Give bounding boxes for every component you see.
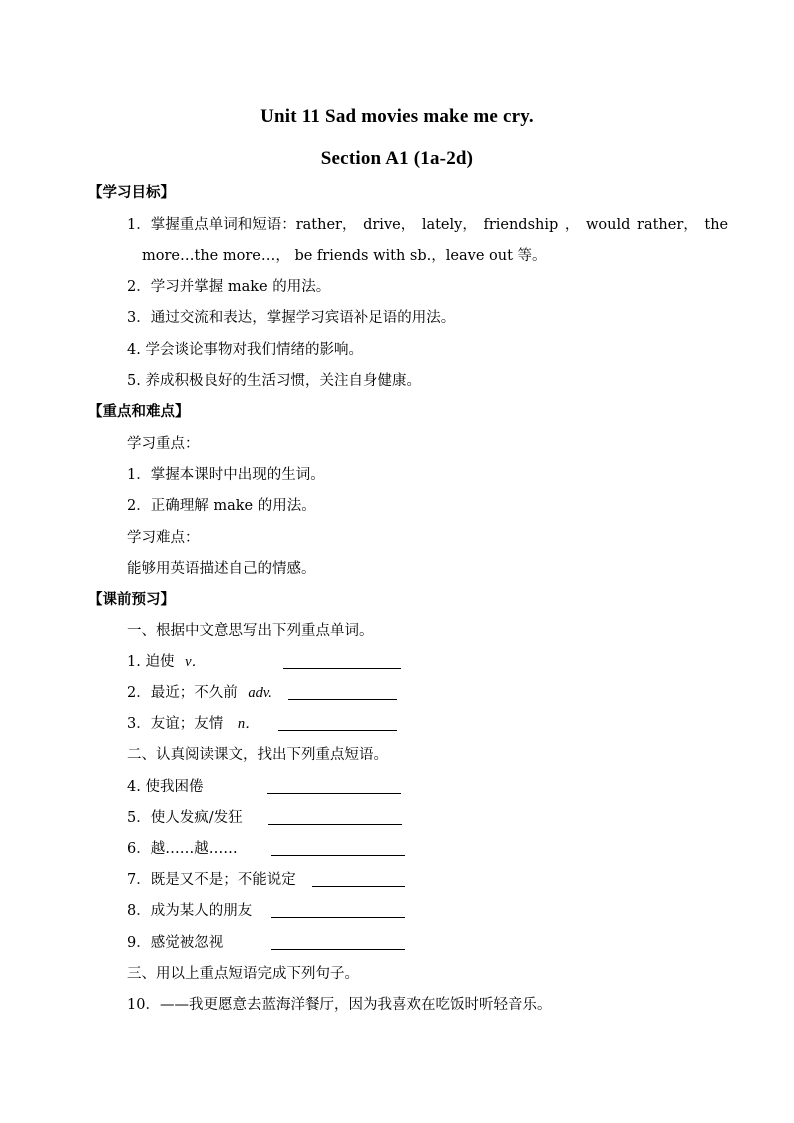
answer-blank-9[interactable]: [271, 935, 405, 950]
goal-5: 5. 养成积极良好的生活习惯，关注自身健康。: [127, 373, 421, 389]
question-1-pos: v．: [185, 654, 206, 670]
focus-2: 2．正确理解 make 的用法。: [127, 498, 316, 514]
question-1: [127, 652, 206, 672]
part-2-instruction: 二、认真阅读课文，找出下列重点短语。: [127, 747, 388, 763]
answer-blank-4[interactable]: [267, 779, 401, 794]
answer-blank-8[interactable]: [271, 903, 405, 918]
question-8: 8．成为某人的朋友: [127, 903, 253, 919]
difficulty-label: 学习难点：: [127, 530, 200, 546]
goal-4: 4. 学会谈论事物对我们情绪的影响。: [127, 342, 363, 358]
answer-blank-1[interactable]: [283, 654, 401, 669]
heading-key-points: 【重点和难点】: [88, 404, 190, 420]
focus-label: 学习重点：: [127, 436, 200, 452]
question-9: 9．感觉被忽视: [127, 935, 224, 951]
answer-blank-3[interactable]: [278, 716, 397, 731]
question-6: 6．越……越……: [127, 841, 238, 857]
focus-1: 1．掌握本课时中出现的生词。: [127, 467, 325, 483]
answer-blank-5[interactable]: [268, 810, 402, 825]
question-2-pos: adv.: [248, 685, 272, 701]
question-3-pos: n．: [237, 716, 260, 732]
question-4: 4. 使我困倦: [127, 779, 204, 795]
goal-2: 2．学习并掌握 make 的用法。: [127, 279, 331, 295]
question-7: 7．既是又不是；不能说定: [127, 872, 296, 888]
answer-blank-2[interactable]: [288, 685, 397, 700]
heading-learning-goals: 【学习目标】: [88, 185, 175, 201]
question-2: [127, 683, 272, 703]
answer-blank-6[interactable]: [271, 841, 405, 856]
answer-blank-7[interactable]: [312, 872, 405, 887]
question-1-text: 1. 迫使: [127, 654, 175, 670]
question-5: 5．使人发疯/发狂: [127, 810, 243, 826]
goal-3: 3．通过交流和表达，掌握学习宾语补足语的用法。: [127, 310, 456, 326]
part-3-instruction: 三、用以上重点短语完成下列句子。: [127, 966, 359, 982]
question-10: 10．——我更愿意去蓝海洋餐厅，因为我喜欢在吃饭时听轻音乐。: [127, 997, 552, 1013]
page-subtitle: Section A1 (1a-2d): [320, 148, 474, 169]
question-3: [127, 714, 260, 734]
goal-1-line-b: more…the more…， be friends with sb.，leave out 等。: [142, 248, 547, 264]
question-2-text: 2．最近；不久前: [127, 685, 238, 701]
difficulty-1: 能够用英语描述自己的情感。: [127, 561, 316, 577]
question-3-text: 3．友谊；友情: [127, 716, 224, 732]
part-1-instruction: 一、根据中文意思写出下列重点单词。: [127, 623, 374, 639]
heading-preview: 【课前预习】: [88, 592, 175, 608]
page-title: Unit 11 Sad movies make me cry.: [260, 106, 534, 127]
goal-1-line-a: 1．掌握重点单词和短语：rather， drive， lately， friendship ， would rather， the: [127, 217, 729, 233]
